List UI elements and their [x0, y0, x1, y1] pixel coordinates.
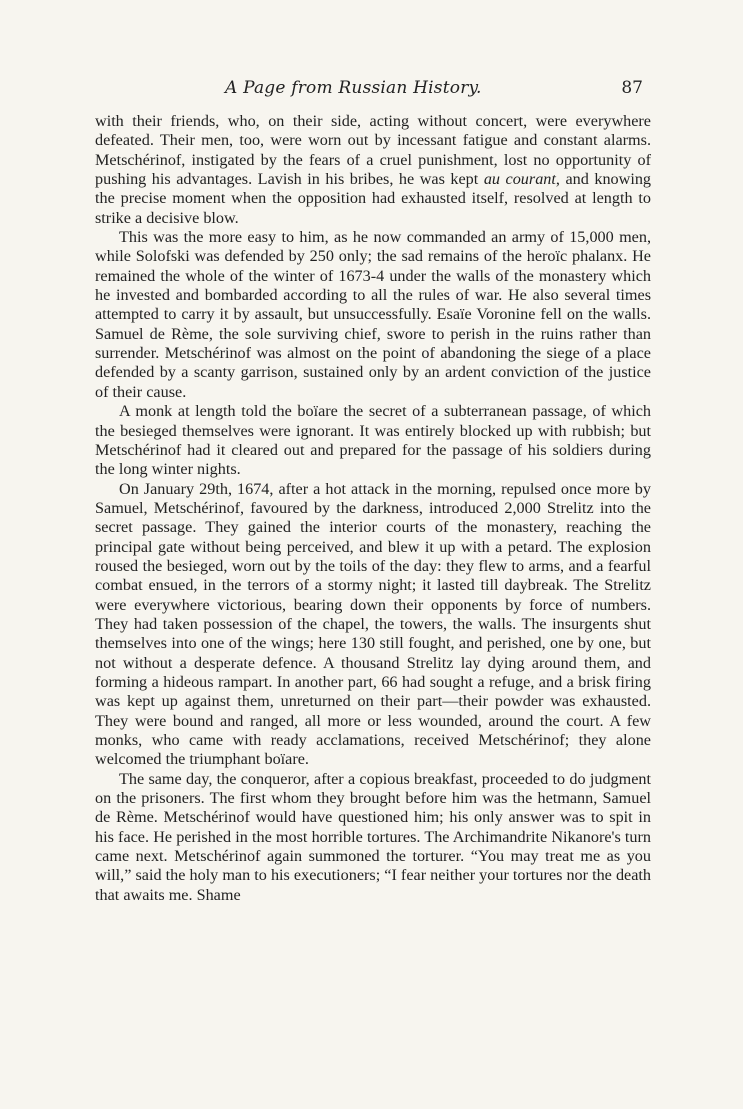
- page-body: [95, 112, 651, 905]
- running-title: A Page from Russian History.: [225, 78, 482, 98]
- paragraph-1-emphasis: au courant: [483, 170, 556, 189]
- paragraph-1: [95, 112, 651, 228]
- paragraph-5: The same day, the conqueror, after a copious breakfast, proceeded to do judgment on the prisoners. The first whom they brought before him was the hetmann, Samuel de Rème. Metschérinof would have questioned him; his only answer was to spit in his face. He perished in the most horrible tortures. The Archimandrite Nikanore's turn came next. Metschérinof again summoned the torturer. “You may treat me as you will,” said the holy man to his executioners; “I fear neither your tortures nor the death that awaits me. Shame: [95, 769, 651, 904]
- paragraph-1-text-before: with their friends, who, on their side, acting without concert, were everywhere defeated. Their men, too, were worn out by incessant fatigue and constant alarms. Metschérinof, instigated by the fears of a cruel punishment, lost no opportunity of pushing his advantages. Lavish in his bribes, he was kept: [95, 112, 651, 189]
- page-header: [95, 78, 651, 112]
- paragraph-1-text-after: , and knowing the precise moment when the opposition had exhausted itself, resolved at length to strike a decisive blow.: [95, 170, 652, 227]
- page-number: 87: [621, 78, 643, 98]
- book-page: [95, 78, 651, 1078]
- paragraph-2: This was the more easy to him, as he now commanded an army of 15,000 men, while Solofski was defended by 250 only; the sad remains of the heroïc phalanx. He remained the whole of the winter of 1673-4 under the walls of the monastery which he invested and bombarded according to all the rules of war. He also several times attempted to carry it by assault, but unsuccessfully. Esaïe Voronine fell on the walls. Samuel de Rème, the sole surviving chief, swore to perish in the ruins rather than surrender. Metschérinof was almost on the point of abandoning the siege of a place defended by a scanty garrison, sustained only by an ardent conviction of the justice of their cause.: [95, 228, 651, 401]
- paragraph-4: On January 29th, 1674, after a hot attack in the morning, repulsed once more by Samuel, Metschérinof, favoured by the darkness, introduced 2,000 Strelitz into the secret passage. They gained the interior courts of the monastery, reaching the principal gate without being perceived, and blew it up with a petard. The explosion roused the besieged, worn out by the toils of the day: they flew to arms, and a fearful combat ensued, in the terrors of a stormy night; it lasted till daybreak. The Strelitz were everywhere victorious, bearing down their opponents by force of numbers. They had taken possession of the chapel, the towers, the walls. The insurgents shut themselves into one of the wings; here 130 still fought, and perished, one by one, but not without a desperate defence. A thousand Strelitz lay dying around them, and forming a hideous rampart. In another part, 66 had sought a refuge, and a brisk firing was kept up against them, unreturned on their part—their powder was exhausted. They were bound and ranged, all more or less wounded, around the court. A few monks, who came with ready acclamations, received Metschérinof; they alone welcomed the triumphant boïare.: [95, 479, 651, 769]
- paragraph-3: A monk at length told the boïare the secret of a subterranean passage, of which the besieged themselves were ignorant. It was entirely blocked up with rubbish; but Metschérinof had it cleared out and prepared for the passage of his soldiers during the long winter nights.: [95, 402, 651, 479]
